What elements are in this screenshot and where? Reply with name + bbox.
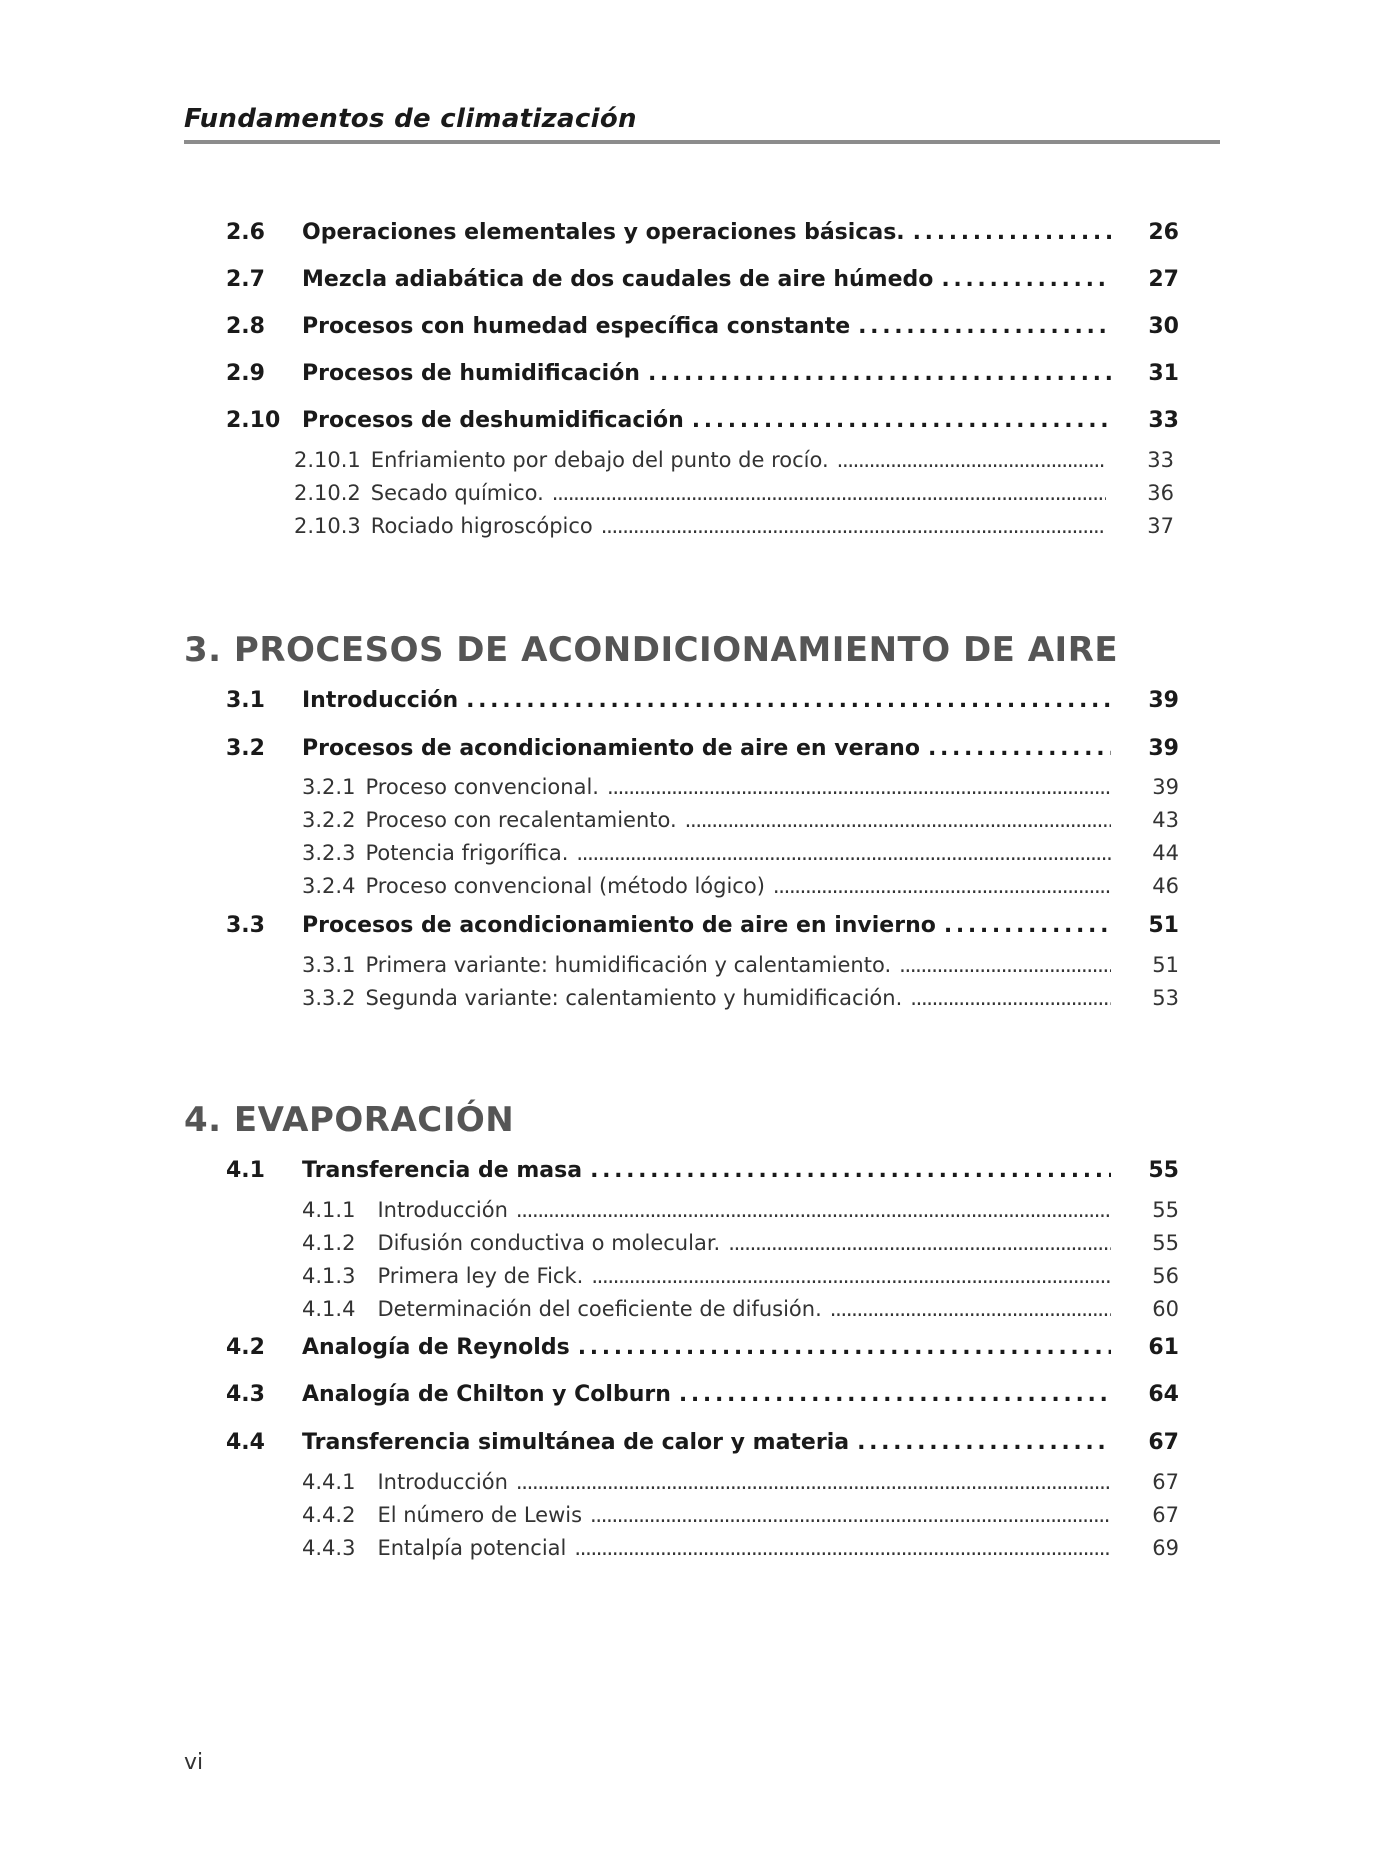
subsection-number: 3.3.1 (302, 953, 356, 977)
dot-leader (607, 775, 1111, 799)
page-number: 69 (1152, 1536, 1179, 1560)
dot-leader (685, 808, 1111, 832)
subsection-title: Proceso convencional (método lógico) (365, 874, 765, 898)
subsection-title: Primera variante: humidificación y calentamiento. (365, 953, 892, 977)
page-number: 39 (1152, 775, 1179, 799)
toc-entry-3-1 (226, 688, 1179, 718)
page-number: 26 (1148, 220, 1179, 245)
subsection-title: Proceso con recalentamiento. (365, 808, 677, 832)
page-number: 67 (1152, 1503, 1179, 1527)
section-title: Analogía de Chilton y Colburn (302, 1382, 671, 1407)
dot-leader (591, 1264, 1111, 1288)
toc-entry-4-4-1 (302, 1470, 1179, 1498)
page-number: 46 (1152, 874, 1179, 898)
chapter-3-title: 3. PROCESOS DE ACONDICIONAMIENTO DE AIRE (184, 630, 1119, 670)
subsection-number: 3.2.2 (302, 808, 356, 832)
section-title: Procesos de deshumidificación (302, 408, 684, 433)
toc-entry-2-10-3 (294, 514, 1174, 542)
section-title: Procesos de acondicionamiento de aire en verano (302, 736, 920, 761)
section-number: 3.1 (226, 688, 265, 713)
toc-entry-4-1-2 (302, 1231, 1179, 1259)
subsection-title: Potencia frigorífica. (365, 841, 569, 865)
page-number: 61 (1148, 1335, 1179, 1360)
toc-entry-2-10 (226, 408, 1179, 438)
section-title: Transferencia de masa (302, 1158, 583, 1183)
toc-entry-3-3-2 (302, 986, 1179, 1014)
toc-entry-2-10-1 (294, 448, 1174, 476)
page-number: 56 (1152, 1264, 1179, 1288)
page-number: 53 (1152, 986, 1179, 1010)
section-number: 2.10 (226, 408, 281, 433)
subsection-title: Proceso convencional. (365, 775, 599, 799)
section-number: 4.2 (226, 1335, 265, 1360)
page-number: 37 (1147, 514, 1174, 538)
subsection-title: Segunda variante: calentamiento y humidificación. (365, 986, 903, 1010)
toc-entry-2-7 (226, 267, 1179, 297)
toc-entry-4-1-4 (302, 1297, 1179, 1325)
toc-entry-2-6 (226, 220, 1179, 250)
section-title: Procesos de humidificación (302, 361, 640, 386)
subsection-title: Difusión conductiva o molecular. (377, 1231, 721, 1255)
subsection-number: 2.10.3 (294, 514, 361, 538)
subsection-title: Entalpía potencial (377, 1536, 567, 1560)
toc-entry-3-3-1 (302, 953, 1179, 981)
page-number: 39 (1148, 688, 1179, 713)
section-number: 2.8 (226, 314, 265, 339)
toc-entry-4-4 (226, 1430, 1179, 1460)
toc-entry-3-2-3 (302, 841, 1179, 869)
toc-entry-3-2 (226, 736, 1179, 766)
subsection-title: Introducción (377, 1198, 508, 1222)
page-number: 27 (1148, 267, 1179, 292)
subsection-number: 3.2.3 (302, 841, 356, 865)
dot-leader (830, 1297, 1111, 1321)
page-number: 44 (1152, 841, 1179, 865)
subsection-number: 4.4.2 (302, 1503, 356, 1527)
toc-entry-2-10-2 (294, 481, 1174, 509)
dot-leader (913, 220, 1111, 245)
section-title: Introducción (302, 688, 459, 713)
section-title: Operaciones elementales y operaciones básicas. (302, 220, 905, 245)
section-number: 2.6 (226, 220, 265, 245)
subsection-number: 4.4.3 (302, 1536, 356, 1560)
dot-leader (574, 1536, 1111, 1560)
section-title: Analogía de Reynolds (302, 1335, 570, 1360)
folio-page-number: vi (184, 1750, 204, 1775)
dot-leader (837, 448, 1106, 472)
dot-leader (857, 1430, 1111, 1455)
toc-entry-3-2-2 (302, 808, 1179, 836)
book-title: Fundamentos de climatización (184, 104, 637, 134)
subsection-number: 3.2.1 (302, 775, 356, 799)
subsection-title: Enfriamiento por debajo del punto de rocío. (370, 448, 829, 472)
section-title: Transferencia simultánea de calor y materia (302, 1430, 850, 1455)
dot-leader (601, 514, 1106, 538)
toc-entry-4-4-3 (302, 1536, 1179, 1564)
toc-entry-3-2-1 (302, 775, 1179, 803)
chapter-4-title: 4. EVAPORACIÓN (184, 1100, 515, 1140)
dot-leader (590, 1503, 1111, 1527)
subsection-number: 4.1.4 (302, 1297, 356, 1321)
subsection-title: Determinación del coeficiente de difusión. (377, 1297, 822, 1321)
dot-leader (576, 841, 1111, 865)
subsection-title: El número de Lewis (377, 1503, 583, 1527)
section-number: 4.1 (226, 1158, 265, 1183)
running-header (184, 104, 1220, 144)
dot-leader (728, 1231, 1111, 1255)
page-number: 33 (1147, 448, 1174, 472)
dot-leader (590, 1158, 1111, 1183)
subsection-title: Rociado higroscópico (370, 514, 593, 538)
header-rule (184, 140, 1220, 144)
dot-leader (679, 1382, 1111, 1407)
page-number: 64 (1148, 1382, 1179, 1407)
section-number: 3.3 (226, 913, 265, 938)
dot-leader (516, 1198, 1111, 1222)
dot-leader (773, 874, 1111, 898)
section-number: 2.7 (226, 267, 265, 292)
page-number: 55 (1152, 1231, 1179, 1255)
subsection-number: 2.10.2 (294, 481, 361, 505)
page-number: 36 (1147, 481, 1174, 505)
page-number: 67 (1148, 1430, 1179, 1455)
subsection-number: 3.3.2 (302, 986, 356, 1010)
subsection-number: 4.1.1 (302, 1198, 356, 1222)
dot-leader (552, 481, 1106, 505)
toc-entry-4-1 (226, 1158, 1179, 1188)
section-title: Procesos con humedad específica constante (302, 314, 851, 339)
page-number: 33 (1148, 408, 1179, 433)
dot-leader (928, 736, 1111, 761)
subsection-title: Primera ley de Fick. (377, 1264, 584, 1288)
subsection-number: 4.1.3 (302, 1264, 356, 1288)
dot-leader (578, 1335, 1111, 1360)
toc-entry-2-8 (226, 314, 1179, 344)
page-number: 55 (1148, 1158, 1179, 1183)
section-number: 4.3 (226, 1382, 265, 1407)
toc-entry-2-9 (226, 361, 1179, 391)
dot-leader (944, 913, 1111, 938)
page-number: 31 (1148, 361, 1179, 386)
page-number: 43 (1152, 808, 1179, 832)
page-number: 67 (1152, 1470, 1179, 1494)
subsection-title: Secado químico. (370, 481, 544, 505)
subsection-number: 4.1.2 (302, 1231, 356, 1255)
page-number: 51 (1152, 953, 1179, 977)
subsection-number: 3.2.4 (302, 874, 356, 898)
toc-entry-3-2-4 (302, 874, 1179, 902)
section-title: Procesos de acondicionamiento de aire en invierno (302, 913, 936, 938)
dot-leader (910, 986, 1111, 1010)
section-number: 4.4 (226, 1430, 265, 1455)
dot-leader (466, 688, 1111, 713)
section-number: 3.2 (226, 736, 265, 761)
toc-entry-4-2 (226, 1335, 1179, 1365)
section-title: Mezcla adiabática de dos caudales de aire húmedo (302, 267, 934, 292)
toc-entry-4-1-3 (302, 1264, 1179, 1292)
toc-entry-3-3 (226, 913, 1179, 943)
page-number: 30 (1148, 314, 1179, 339)
subsection-title: Introducción (377, 1470, 508, 1494)
page-number: 51 (1148, 913, 1179, 938)
page-number: 60 (1152, 1297, 1179, 1321)
subsection-number: 4.4.1 (302, 1470, 356, 1494)
dot-leader (899, 953, 1111, 977)
dot-leader (516, 1470, 1111, 1494)
dot-leader (858, 314, 1111, 339)
toc-entry-4-1-1 (302, 1198, 1179, 1226)
page-number: 39 (1148, 736, 1179, 761)
dot-leader (692, 408, 1111, 433)
toc-entry-4-4-2 (302, 1503, 1179, 1531)
section-number: 2.9 (226, 361, 265, 386)
page-number: 55 (1152, 1198, 1179, 1222)
toc-entry-4-3 (226, 1382, 1179, 1412)
dot-leader (648, 361, 1111, 386)
dot-leader (941, 267, 1111, 292)
subsection-number: 2.10.1 (294, 448, 361, 472)
